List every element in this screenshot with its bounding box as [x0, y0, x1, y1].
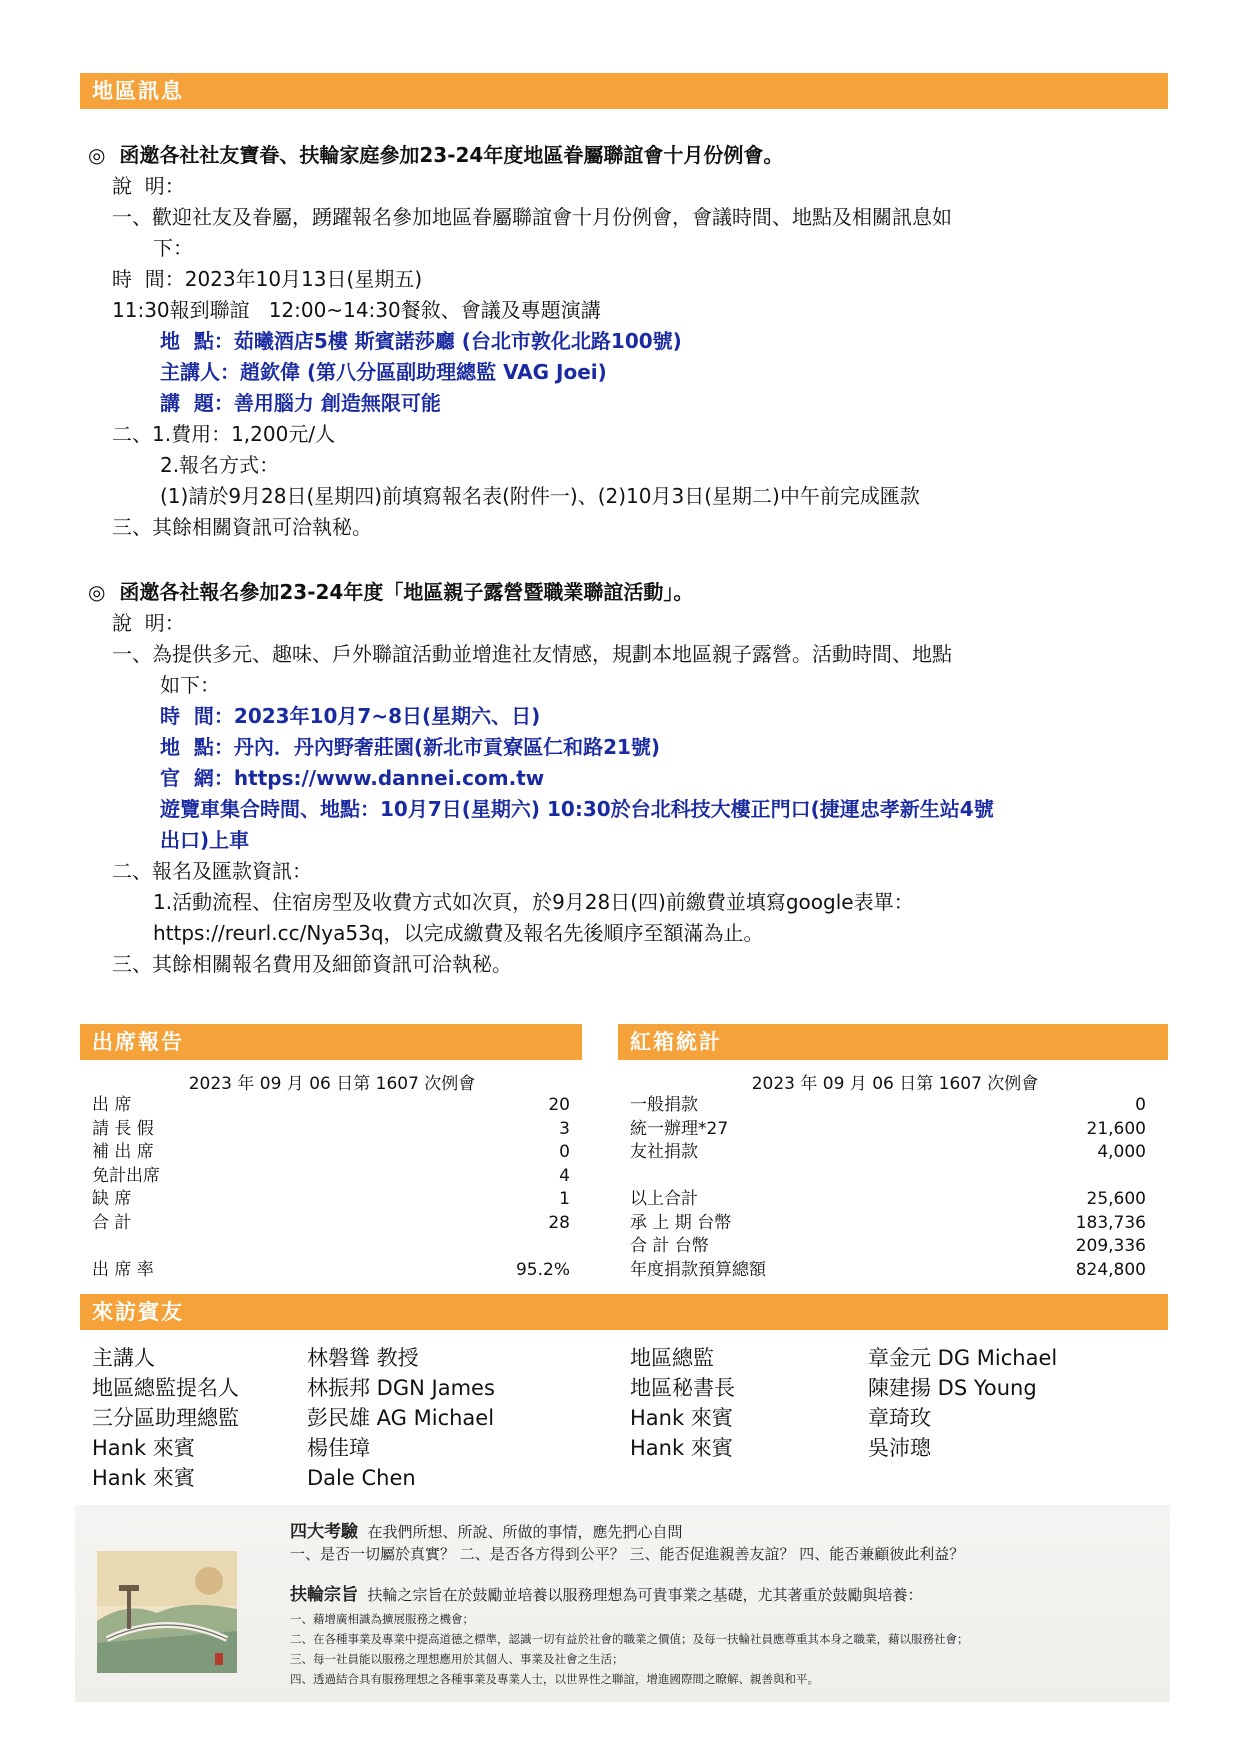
visitor-title: Hank 來賓 — [630, 1436, 733, 1460]
stat-value: 20 — [548, 1095, 570, 1115]
visitor-name: 章琦玫 — [868, 1406, 931, 1430]
visitors-header: 來訪賓友 — [80, 1294, 1168, 1330]
stat-value: 1 — [559, 1189, 570, 1209]
stat-row — [88, 1165, 574, 1189]
stat-label: 承 上 期 台幣 — [630, 1212, 732, 1233]
four-way-test-line — [290, 1517, 683, 1542]
attendance-header: 出席報告 — [80, 1024, 582, 1060]
stat-row — [88, 1118, 574, 1142]
attendance-table — [88, 1094, 574, 1282]
stat-value: 95.2% — [515, 1259, 570, 1280]
object-of-rotary-line — [290, 1580, 923, 1605]
stat-value — [356, 1235, 574, 1259]
stat-value: 0 — [559, 1142, 570, 1162]
visitor-title: Hank 來賓 — [630, 1406, 733, 1430]
stat-label: 請 長 假 — [92, 1118, 154, 1139]
paragraph-1b: 如下： — [160, 673, 220, 697]
camp-time: 時 間：2023年10月7~8日(星期六、日) — [160, 704, 541, 728]
stat-row — [626, 1165, 1150, 1189]
stat-row — [626, 1188, 1150, 1212]
visitors-col-names-left — [307, 1343, 495, 1493]
visitor-title: Hank 來賓 — [92, 1436, 195, 1460]
meeting-place: 地 點：茹曦酒店5樓 斯賓諾莎廳 (台北市敦化北路100號) — [160, 329, 682, 353]
object-of-rotary-title: 扶輪宗旨 — [290, 1585, 358, 1605]
notice-title: ◎ 函邀各社報名參加23-24年度「地區親子露營暨職業聯誼活動」。 — [88, 580, 694, 604]
visitor-name: 彭民雄 AG Michael — [307, 1406, 495, 1430]
stat-label: 出 席 率 — [92, 1259, 154, 1280]
stat-row — [626, 1141, 1150, 1165]
four-way-test-items: 一、是否一切屬於真實？ 二、是否各方得到公平？ 三、能否促進親善友誼？ 四、能否兼顧彼此利益？ — [290, 1545, 965, 1563]
paragraph-3: 三、其餘相關資訊可洽執秘。 — [112, 515, 372, 539]
paragraph-2b: https://reurl.cc/Nya53q，以完成繳費及報名先後順序至額滿為止。 — [153, 921, 764, 945]
object-item-2: 二、在各種事業及專業中提高道德之標準，認識一切有益於社會的職業之價值；及每一扶輪社員應尊重其本身之職業，藉以服務社會； — [290, 1632, 969, 1646]
stat-value: 0 — [1135, 1095, 1146, 1115]
stat-label: 友社捐款 — [630, 1142, 698, 1162]
visitors-col-names-right — [868, 1343, 1057, 1463]
meeting-time: 時 間：2023年10月13日(星期五) — [112, 267, 423, 291]
paragraph-2a: 1.活動流程、住宿房型及收費方式如次頁，於9月28日(四)前繳費並填寫google表單： — [153, 890, 914, 914]
stat-label: 缺 席 — [92, 1189, 132, 1209]
meeting-topic: 講 題：善用腦力 創造無限可能 — [160, 391, 441, 415]
visitor-name: 林振邦 DGN James — [307, 1376, 495, 1400]
stat-label — [88, 1235, 356, 1259]
meeting-schedule: 11:30報到聯誼 12:00~14:30餐敘、會議及專題演講 — [112, 298, 601, 322]
camp-place: 地 點：丹內．丹內野奢莊園(新北市貢寮區仁和路21號) — [160, 735, 661, 759]
stat-label: 出 席 — [92, 1095, 132, 1115]
bus-gathering: 遊覽車集合時間、地點：10月7日(星期六) 10:30於台北科技大樓正門口(捷運忠孝新生站4號 — [160, 797, 994, 821]
paragraph-2b: 2.報名方式： — [160, 453, 280, 477]
stat-row — [626, 1235, 1150, 1259]
camp-website: 官 網：https://www.dannei.com.tw — [160, 766, 545, 790]
paragraph-2: 二、報名及匯款資訊： — [112, 859, 312, 883]
stat-value: 209,336 — [1075, 1236, 1146, 1256]
paragraph-1b: 下： — [153, 236, 193, 260]
stat-label: 以上合計 — [630, 1189, 698, 1209]
visitor-title: 地區總監 — [630, 1346, 714, 1370]
visitor-name: 陳建揚 DS Young — [868, 1376, 1037, 1400]
stat-value: 3 — [559, 1118, 570, 1139]
four-way-test-title: 四大考驗 — [290, 1522, 358, 1542]
visitor-name: Dale Chen — [307, 1466, 416, 1490]
bridge-landscape-painting — [97, 1551, 237, 1673]
visitor-title: 地區總監提名人 — [92, 1376, 239, 1400]
stat-label: 免計出席 — [92, 1165, 160, 1186]
stat-label: 一般捐款 — [630, 1095, 698, 1115]
regional-news-header: 地區訊息 — [80, 73, 1168, 109]
visitor-title: 三分區助理總監 — [92, 1406, 239, 1430]
visitor-name: 楊佳璋 — [307, 1436, 370, 1460]
visitor-name: 林磐聳 教授 — [307, 1346, 419, 1370]
rotary-footer — [75, 1505, 1170, 1702]
paragraph-2: 二、1.費用：1,200元/人 — [112, 422, 336, 446]
stat-label — [626, 1165, 965, 1189]
stat-row — [626, 1212, 1150, 1236]
stat-value: 824,800 — [1075, 1259, 1146, 1280]
bus-gathering-cont: 出口)上車 — [160, 828, 250, 852]
redbox-meeting-label: 2023 年 09 月 06 日第 1607 次例會 — [751, 1074, 1039, 1094]
explain-label: 說 明： — [112, 174, 185, 198]
stat-row — [626, 1118, 1150, 1142]
stat-value: 21,600 — [1086, 1118, 1146, 1139]
stat-label: 合 計 — [92, 1212, 132, 1233]
notice-family-meeting — [88, 140, 1168, 543]
notice-title: ◎ 函邀各社社友寶眷、扶輪家庭參加23-24年度地區眷屬聯誼會十月份例會。 — [88, 143, 784, 167]
stat-row — [88, 1235, 574, 1259]
visitor-title: 地區秘書長 — [630, 1376, 735, 1400]
visitors-col-titles-left — [92, 1343, 239, 1493]
stat-label: 統一辦理*27 — [630, 1118, 729, 1139]
object-of-rotary-intro: 扶輪之宗旨在於鼓勵並培養以服務理想為可貴事業之基礎，尤其著重於鼓勵與培養： — [367, 1586, 923, 1604]
attendance-meeting-label: 2023 年 09 月 06 日第 1607 次例會 — [188, 1074, 476, 1094]
redbox-table — [626, 1094, 1150, 1282]
stat-row — [88, 1188, 574, 1212]
paragraph-3: 三、其餘相關報名費用及細節資訊可洽執秘。 — [112, 952, 512, 976]
stat-row — [88, 1094, 574, 1118]
stat-row — [88, 1212, 574, 1236]
stat-value: 25,600 — [1086, 1189, 1146, 1209]
stat-row — [88, 1259, 574, 1283]
redbox-header: 紅箱統計 — [618, 1024, 1168, 1060]
visitor-name: 吳沛璁 — [868, 1436, 931, 1460]
stat-value — [965, 1165, 1150, 1189]
object-item-1: 一、藉增廣相識為擴展服務之機會； — [290, 1612, 474, 1626]
stat-label: 年度捐款預算總額 — [630, 1259, 766, 1280]
object-item-3: 三、每一社員能以服務之理想應用於其個人、事業及社會之生活； — [290, 1652, 624, 1666]
notice-family-camping — [88, 577, 1168, 980]
visitors-col-titles-right — [630, 1343, 735, 1463]
stat-value: 28 — [548, 1212, 570, 1233]
paragraph-2c: (1)請於9月28日(星期四)前填寫報名表(附件一)、(2)10月3日(星期二)中午前完成匯款 — [160, 484, 920, 508]
four-way-test-intro: 在我們所想、所說、所做的事情，應先捫心自問 — [367, 1523, 683, 1541]
stat-row — [88, 1141, 574, 1165]
stat-label: 合 計 台幣 — [630, 1236, 709, 1256]
stat-row — [626, 1094, 1150, 1118]
paragraph-1a: 一、歡迎社友及眷屬，踴躍報名參加地區眷屬聯誼會十月份例會，會議時間、地點及相關訊息如 — [112, 205, 952, 229]
explain-label: 說 明： — [112, 611, 185, 635]
stat-value: 183,736 — [1075, 1212, 1146, 1233]
stat-value: 4 — [559, 1165, 570, 1186]
object-item-4: 四、透過結合具有服務理想之各種事業及專業人士，以世界性之聯誼，增進國際間之瞭解、親善與和平。 — [290, 1672, 819, 1686]
stat-value: 4,000 — [1097, 1142, 1146, 1162]
meeting-speaker: 主講人：趙欽偉 (第八分區副助理總監 VAG Joei) — [160, 360, 607, 384]
stat-label: 補 出 席 — [92, 1142, 154, 1162]
visitor-title: Hank 來賓 — [92, 1466, 195, 1490]
visitor-name: 章金元 DG Michael — [868, 1346, 1058, 1370]
paragraph-1a: 一、為提供多元、趣味、戶外聯誼活動並增進社友情感，規劃本地區親子露營。活動時間、地點 — [112, 642, 952, 666]
stat-row — [626, 1259, 1150, 1283]
visitor-title: 主講人 — [92, 1346, 155, 1370]
